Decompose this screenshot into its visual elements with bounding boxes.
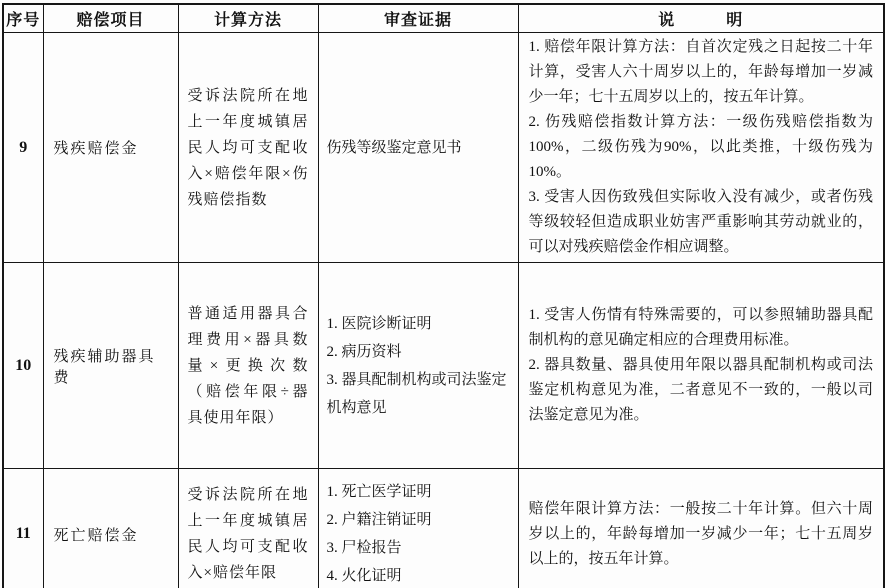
note-paragraph: 1. 受害人伤情有特殊需要的，可以参照辅助器具配制机构的意见确定相应的合理费用标准。	[528, 307, 873, 348]
table-row	[3, 263, 884, 469]
evidence-line: 3. 器具配制机构或司法鉴定机构意见	[326, 371, 507, 416]
evidence-line: 2. 户籍注销证明	[326, 512, 432, 529]
method-cell: 普通适用器具合理费用×器具数量×更换次数（赔偿年限÷器具使用年限）	[178, 263, 318, 469]
evidence-line: 2. 病历资料	[326, 343, 402, 360]
notes-cell	[518, 469, 884, 588]
item-cell: 死亡赔偿金	[43, 469, 178, 588]
method-cell: 受诉法院所在地上一年度城镇居民人均可支配收入×赔偿年限	[178, 469, 318, 588]
evidence-cell	[318, 33, 518, 263]
evidence-line: 1. 死亡医学证明	[326, 484, 432, 501]
method-cell: 受诉法院所在地上一年度城镇居民人均可支配收入×赔偿年限×伤残赔偿指数	[178, 33, 318, 263]
evidence-cell	[318, 469, 518, 588]
header-cell-notes: 说 明	[518, 4, 884, 33]
table-row	[3, 469, 884, 588]
row-number-cell: 9	[3, 33, 43, 263]
evidence-line: 伤残等级鉴定意见书	[326, 139, 462, 156]
header-cell-no: 序号	[3, 4, 43, 33]
note-paragraph: 2. 伤残赔偿指数计算方法：一级伤残赔偿指数为100%，二级伤残为90%，以此类推，十级伤残为10%。	[528, 114, 873, 180]
evidence-line: 1. 医院诊断证明	[326, 315, 432, 332]
compensation-table	[2, 3, 885, 588]
evidence-line: 3. 尸检报告	[326, 540, 402, 557]
notes-cell	[518, 263, 884, 469]
note-paragraph: 赔偿年限计算方法：一般按二十年计算。但六十周岁以上的，年龄每增加一岁减少一年；七十五周岁以上的，按五年计算。	[528, 500, 873, 567]
evidence-cell	[318, 263, 518, 469]
item-cell: 残疾辅助器具费	[43, 263, 178, 469]
table-row	[3, 33, 884, 263]
note-paragraph: 3. 受害人因伤致残但实际收入没有减少，或者伤残等级较轻但造成职业妨害严重影响其劳动就业的，可以对残疾赔偿金作相应调整。	[528, 189, 873, 255]
item-cell: 残疾赔偿金	[43, 33, 178, 263]
note-paragraph: 1. 赔偿年限计算方法：自首次定残之日起按二十年计算，受害人六十周岁以上的，年龄每增加一岁减少一年；七十五周岁以上的，按五年计算。	[528, 39, 873, 105]
row-number-cell: 11	[3, 469, 43, 588]
row-number-cell: 10	[3, 263, 43, 469]
note-paragraph: 2. 器具数量、器具使用年限以器具配制机构或司法鉴定机构意见为准，二者意见不一致的，一般以司法鉴定意见为准。	[528, 357, 873, 423]
notes-cell	[518, 33, 884, 263]
header-cell-method: 计算方法	[178, 4, 318, 33]
header-cell-evidence: 审查证据	[318, 4, 518, 33]
header-cell-item: 赔偿项目	[43, 4, 178, 33]
evidence-line: 4. 火化证明	[326, 568, 402, 585]
table-header-row	[3, 4, 884, 33]
